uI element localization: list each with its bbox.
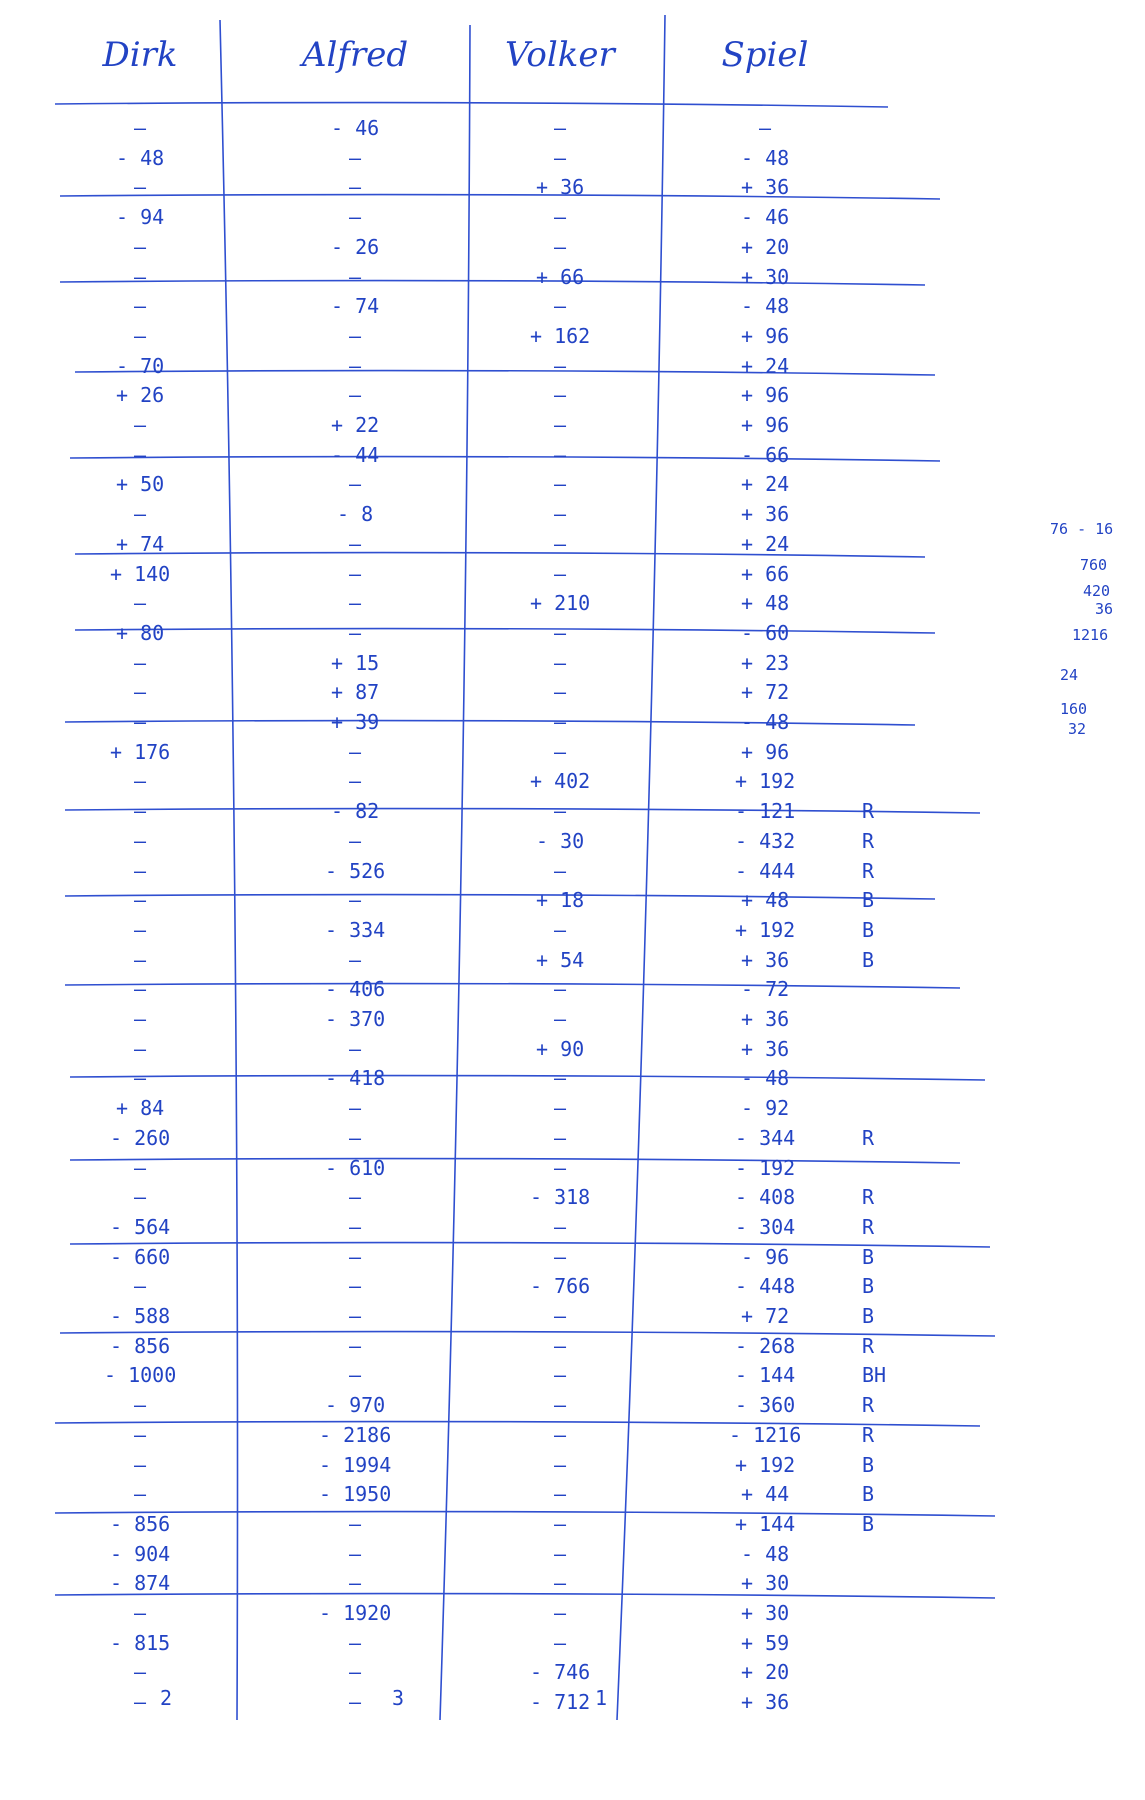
cell-spiel: + 48 xyxy=(741,591,790,616)
cell-spiel: + 72 xyxy=(741,680,790,705)
cell-mark: B xyxy=(862,1304,875,1328)
cell-spiel: + 36 xyxy=(741,1036,790,1061)
cell-volker: + 18 xyxy=(536,888,585,913)
cell-alfred: — xyxy=(349,739,362,764)
cell-spiel: + 30 xyxy=(741,1601,790,1625)
cell-dirk: — xyxy=(134,1452,147,1477)
cell-spiel: - 92 xyxy=(741,1096,790,1121)
cell-alfred: — xyxy=(349,383,362,408)
cell-volker: — xyxy=(554,1304,567,1328)
cell-volker: — xyxy=(554,620,567,645)
cell-dirk: — xyxy=(134,442,147,467)
cell-mark: B xyxy=(862,1511,875,1536)
row-divider xyxy=(55,1422,980,1426)
cell-dirk: — xyxy=(134,1393,147,1418)
cell-alfred: — xyxy=(349,1690,362,1715)
cell-dirk: - 856 xyxy=(110,1511,171,1536)
cell-spiel: + 48 xyxy=(741,888,790,913)
row-divider xyxy=(70,457,940,461)
cell-dirk: — xyxy=(134,947,147,972)
cell-spiel: - 46 xyxy=(741,205,790,230)
cell-alfred: — xyxy=(349,561,362,586)
cell-mark: B xyxy=(862,1274,875,1299)
cell-volker: - 712 xyxy=(530,1690,591,1715)
cell-alfred: — xyxy=(349,1363,362,1388)
cell-volker: — xyxy=(554,1601,567,1625)
cell-volker: — xyxy=(554,294,567,319)
cell-alfred: - 26 xyxy=(331,234,380,259)
side-note: 160 xyxy=(1060,700,1088,718)
cell-mark: B xyxy=(862,888,875,913)
cell-alfred: - 526 xyxy=(325,858,386,883)
cell-volker: — xyxy=(554,1482,567,1507)
cell-spiel: — xyxy=(759,116,772,140)
cell-dirk: - 94 xyxy=(116,205,165,230)
cell-alfred: — xyxy=(349,1274,362,1299)
cell-dirk: — xyxy=(134,502,147,527)
cell-volker: — xyxy=(554,1096,567,1121)
cell-volker: — xyxy=(554,472,567,497)
cell-spiel: - 66 xyxy=(741,442,790,467)
cell-alfred: — xyxy=(349,145,362,170)
cell-alfred: — xyxy=(349,828,362,853)
cell-volker: - 746 xyxy=(530,1660,591,1685)
cell-spiel: - 1216 xyxy=(729,1422,802,1447)
cell-dirk: - 904 xyxy=(110,1541,171,1566)
cell-spiel: + 192 xyxy=(735,1452,796,1477)
cell-alfred: — xyxy=(349,1036,362,1061)
cell-spiel: + 192 xyxy=(735,917,796,942)
cell-dirk: + 84 xyxy=(116,1096,165,1121)
cell-spiel: + 24 xyxy=(741,531,790,556)
cell-volker: — xyxy=(554,917,567,942)
side-note: 76 - 16 xyxy=(1050,520,1114,538)
row-divider xyxy=(55,103,888,107)
cell-volker: — xyxy=(554,531,567,556)
cell-volker: — xyxy=(554,502,567,527)
cell-volker: — xyxy=(554,205,567,230)
cell-volker: — xyxy=(554,1541,567,1566)
row-divider xyxy=(65,984,960,988)
cell-mark: R xyxy=(862,828,875,853)
cell-alfred: - 82 xyxy=(331,799,380,824)
cell-spiel: - 48 xyxy=(741,294,790,319)
cell-volker: — xyxy=(554,1630,567,1655)
cell-mark: B xyxy=(862,917,875,942)
cell-volker: — xyxy=(554,1007,567,1031)
cell-dirk: - 564 xyxy=(110,1214,171,1239)
cell-spiel: - 144 xyxy=(735,1363,796,1388)
cell-alfred: — xyxy=(349,1511,362,1536)
cell-spiel: + 36 xyxy=(741,947,790,972)
cell-dirk: — xyxy=(134,917,147,942)
cell-volker: + 402 xyxy=(530,769,591,794)
side-note: 1216 xyxy=(1072,626,1109,644)
cell-alfred: + 87 xyxy=(331,680,380,705)
row-divider xyxy=(70,1159,960,1163)
side-note: 420 xyxy=(1083,582,1111,600)
cell-volker: — xyxy=(554,383,567,408)
cell-dirk: — xyxy=(134,799,147,824)
cell-alfred: — xyxy=(349,1214,362,1239)
cell-dirk: + 140 xyxy=(110,561,171,586)
cell-alfred: - 1950 xyxy=(319,1482,392,1507)
cell-volker: — xyxy=(554,710,567,734)
cell-volker: - 318 xyxy=(530,1185,591,1210)
cell-alfred: — xyxy=(349,947,362,972)
cell-alfred: - 46 xyxy=(331,116,380,140)
cell-dirk: + 176 xyxy=(110,739,171,764)
header-volker: Volker xyxy=(505,35,615,75)
cell-volker: — xyxy=(554,858,567,883)
cell-dirk: - 70 xyxy=(116,353,165,378)
cell-spiel: + 96 xyxy=(741,413,790,437)
cell-spiel: + 20 xyxy=(741,234,790,259)
row-divider xyxy=(60,1332,995,1336)
cell-spiel: - 448 xyxy=(735,1274,796,1299)
row-divider xyxy=(60,281,925,285)
cell-dirk: — xyxy=(134,591,147,616)
header-dirk: Dirk xyxy=(102,35,178,75)
cell-dirk: - 856 xyxy=(110,1333,171,1358)
cell-alfred: - 370 xyxy=(325,1007,386,1031)
cell-dirk: - 1000 xyxy=(104,1363,177,1388)
cell-dirk: — xyxy=(134,323,147,348)
cell-spiel: - 444 xyxy=(735,858,796,883)
row-divider xyxy=(65,895,935,899)
cell-mark: B xyxy=(862,1452,875,1477)
footer-mark: 3 xyxy=(392,1686,405,1710)
cell-alfred: — xyxy=(349,353,362,378)
column-divider xyxy=(617,15,665,1720)
cell-volker: — xyxy=(554,1393,567,1418)
cell-dirk: — xyxy=(134,264,147,289)
cell-dirk: - 260 xyxy=(110,1125,171,1150)
row-divider xyxy=(75,553,925,557)
cell-alfred: — xyxy=(349,1125,362,1150)
cell-alfred: — xyxy=(349,1185,362,1210)
cell-alfred: — xyxy=(349,769,362,794)
cell-dirk: — xyxy=(134,1274,147,1299)
header-alfred: Alfred xyxy=(302,35,409,75)
cell-alfred: — xyxy=(349,888,362,913)
cell-volker: — xyxy=(554,1363,567,1388)
cell-volker: + 66 xyxy=(536,264,585,289)
cell-volker: — xyxy=(554,1244,567,1269)
cell-spiel: + 192 xyxy=(735,769,796,794)
cell-volker: — xyxy=(554,116,567,140)
cell-dirk: — xyxy=(134,1601,147,1625)
cell-spiel: + 72 xyxy=(741,1304,790,1328)
cell-volker: — xyxy=(554,1155,567,1180)
column-divider xyxy=(220,20,238,1720)
cell-dirk: — xyxy=(134,1185,147,1210)
cell-volker: + 36 xyxy=(536,175,585,200)
cell-alfred: + 39 xyxy=(331,710,380,734)
cell-dirk: — xyxy=(134,413,147,437)
cell-mark: B xyxy=(862,1482,875,1507)
row-divider xyxy=(60,195,940,199)
cell-alfred: — xyxy=(349,591,362,616)
cell-spiel: + 36 xyxy=(741,1007,790,1031)
cell-spiel: - 268 xyxy=(735,1333,796,1358)
cell-volker: — xyxy=(554,1511,567,1536)
cell-dirk: — xyxy=(134,977,147,1002)
cell-dirk: - 874 xyxy=(110,1571,171,1596)
cell-dirk: - 588 xyxy=(110,1304,171,1328)
row-divider xyxy=(55,1594,995,1598)
cell-alfred: — xyxy=(349,1333,362,1358)
cell-volker: — xyxy=(554,977,567,1002)
cell-dirk: — xyxy=(134,1155,147,1180)
cell-volker: — xyxy=(554,1125,567,1150)
cell-spiel: + 23 xyxy=(741,650,790,675)
cell-mark: R xyxy=(862,1125,875,1150)
cell-alfred: — xyxy=(349,1096,362,1121)
cell-spiel: + 59 xyxy=(741,1630,790,1655)
cell-spiel: + 24 xyxy=(741,472,790,497)
cell-mark: R xyxy=(862,1185,875,1210)
cell-spiel: - 360 xyxy=(735,1393,796,1418)
cell-spiel: - 48 xyxy=(741,145,790,170)
cell-spiel: + 36 xyxy=(741,502,790,527)
cell-spiel: + 30 xyxy=(741,264,790,289)
cell-alfred: — xyxy=(349,1244,362,1269)
cell-volker: — xyxy=(554,1066,567,1091)
cell-dirk: — xyxy=(134,1036,147,1061)
cell-dirk: - 660 xyxy=(110,1244,171,1269)
cell-spiel: - 304 xyxy=(735,1214,796,1239)
cell-volker: — xyxy=(554,1571,567,1596)
cell-volker: — xyxy=(554,650,567,675)
cell-volker: — xyxy=(554,145,567,170)
cell-mark: R xyxy=(862,1214,875,1239)
cell-dirk: + 26 xyxy=(116,383,165,408)
cell-spiel: - 48 xyxy=(741,1541,790,1566)
cell-mark: R xyxy=(862,799,875,824)
cell-volker: — xyxy=(554,353,567,378)
cell-mark: B xyxy=(862,947,875,972)
cell-alfred: - 1994 xyxy=(319,1452,392,1477)
cell-spiel: - 192 xyxy=(735,1155,796,1180)
cell-dirk: — xyxy=(134,1660,147,1685)
cell-spiel: + 36 xyxy=(741,175,790,200)
cell-volker: — xyxy=(554,680,567,705)
cell-dirk: — xyxy=(134,116,147,140)
cell-dirk: — xyxy=(134,1007,147,1031)
cell-volker: — xyxy=(554,413,567,437)
footer-mark: 2 xyxy=(160,1686,173,1710)
row-divider xyxy=(70,1076,985,1080)
cell-alfred: — xyxy=(349,264,362,289)
cell-volker: + 90 xyxy=(536,1036,585,1061)
cell-alfred: — xyxy=(349,1541,362,1566)
row-divider xyxy=(70,1243,990,1247)
cell-spiel: + 96 xyxy=(741,739,790,764)
cell-alfred: — xyxy=(349,1304,362,1328)
cell-alfred: — xyxy=(349,1630,362,1655)
cell-alfred: — xyxy=(349,1571,362,1596)
footer-mark: 1 xyxy=(595,1686,608,1710)
column-divider xyxy=(440,25,470,1720)
cell-alfred: — xyxy=(349,1660,362,1685)
cell-alfred: - 334 xyxy=(325,917,386,942)
cell-spiel: - 48 xyxy=(741,1066,790,1091)
cell-dirk: — xyxy=(134,888,147,913)
cell-alfred: - 406 xyxy=(325,977,386,1002)
cell-dirk: — xyxy=(134,650,147,675)
cell-volker: — xyxy=(554,1333,567,1358)
cell-spiel: + 30 xyxy=(741,1571,790,1596)
cell-volker: — xyxy=(554,1452,567,1477)
cell-volker: — xyxy=(554,442,567,467)
cell-alfred: — xyxy=(349,323,362,348)
cell-alfred: - 970 xyxy=(325,1393,386,1418)
cell-alfred: — xyxy=(349,205,362,230)
cell-alfred: — xyxy=(349,472,362,497)
cell-volker: - 766 xyxy=(530,1274,591,1299)
side-note: 36 xyxy=(1095,600,1114,618)
cell-alfred: - 2186 xyxy=(319,1422,392,1447)
cell-dirk: — xyxy=(134,710,147,734)
cell-dirk: — xyxy=(134,769,147,794)
cell-volker: — xyxy=(554,1422,567,1447)
cell-spiel: - 60 xyxy=(741,620,790,645)
cell-dirk: + 80 xyxy=(116,620,165,645)
side-note: 24 xyxy=(1060,666,1079,684)
cell-alfred: — xyxy=(349,620,362,645)
cell-dirk: — xyxy=(134,175,147,200)
cell-dirk: — xyxy=(134,1482,147,1507)
cell-dirk: — xyxy=(134,1066,147,1091)
cell-volker: - 30 xyxy=(536,828,585,853)
cell-dirk: - 48 xyxy=(116,145,165,170)
cell-dirk: — xyxy=(134,680,147,705)
cell-mark: BH xyxy=(862,1363,887,1388)
cell-dirk: — xyxy=(134,828,147,853)
cell-volker: — xyxy=(554,799,567,824)
cell-spiel: + 66 xyxy=(741,561,790,586)
cell-spiel: - 72 xyxy=(741,977,790,1002)
cell-spiel: + 96 xyxy=(741,323,790,348)
cell-alfred: + 15 xyxy=(331,650,380,675)
cell-spiel: - 432 xyxy=(735,828,796,853)
cell-alfred: — xyxy=(349,175,362,200)
cell-mark: R xyxy=(862,1393,875,1418)
cell-mark: R xyxy=(862,858,875,883)
cell-dirk: — xyxy=(134,1690,147,1715)
cell-spiel: - 344 xyxy=(735,1125,796,1150)
cell-dirk: — xyxy=(134,1422,147,1447)
cell-spiel: - 408 xyxy=(735,1185,796,1210)
cell-mark: R xyxy=(862,1333,875,1358)
cell-spiel: - 48 xyxy=(741,710,790,734)
cell-spiel: - 121 xyxy=(735,799,796,824)
cell-volker: — xyxy=(554,1214,567,1239)
side-note: 760 xyxy=(1080,556,1108,574)
cell-volker: — xyxy=(554,561,567,586)
cell-volker: — xyxy=(554,234,567,259)
cell-volker: + 54 xyxy=(536,947,585,972)
cell-alfred: - 44 xyxy=(331,442,380,467)
cell-dirk: + 50 xyxy=(116,472,165,497)
cell-mark: B xyxy=(862,1244,875,1269)
cell-spiel: + 36 xyxy=(741,1690,790,1715)
cell-volker: + 210 xyxy=(530,591,591,616)
row-divider xyxy=(75,371,935,375)
cell-dirk: — xyxy=(134,234,147,259)
cell-alfred: - 610 xyxy=(325,1155,386,1180)
cell-alfred: - 74 xyxy=(331,294,380,319)
cell-alfred: — xyxy=(349,531,362,556)
row-divider xyxy=(55,1512,995,1516)
cell-spiel: + 24 xyxy=(741,353,790,378)
row-divider xyxy=(65,809,980,813)
cell-dirk: + 74 xyxy=(116,531,165,556)
cell-spiel: + 44 xyxy=(741,1482,790,1507)
cell-spiel: + 144 xyxy=(735,1511,796,1536)
cell-volker: — xyxy=(554,739,567,764)
cell-mark: R xyxy=(862,1422,875,1447)
cell-volker: + 162 xyxy=(530,323,591,348)
header-spiel: Spiel xyxy=(721,35,809,75)
cell-alfred: - 1920 xyxy=(319,1601,392,1625)
cell-alfred: - 8 xyxy=(337,502,374,527)
side-note: 32 xyxy=(1068,720,1087,738)
cell-alfred: - 418 xyxy=(325,1066,386,1091)
cell-dirk: — xyxy=(134,858,147,883)
cell-dirk: — xyxy=(134,294,147,319)
cell-spiel: + 20 xyxy=(741,1660,790,1685)
cell-alfred: + 22 xyxy=(331,413,380,437)
cell-spiel: - 96 xyxy=(741,1244,790,1269)
cell-spiel: + 96 xyxy=(741,383,790,408)
row-divider xyxy=(75,629,935,633)
cell-dirk: - 815 xyxy=(110,1630,171,1655)
